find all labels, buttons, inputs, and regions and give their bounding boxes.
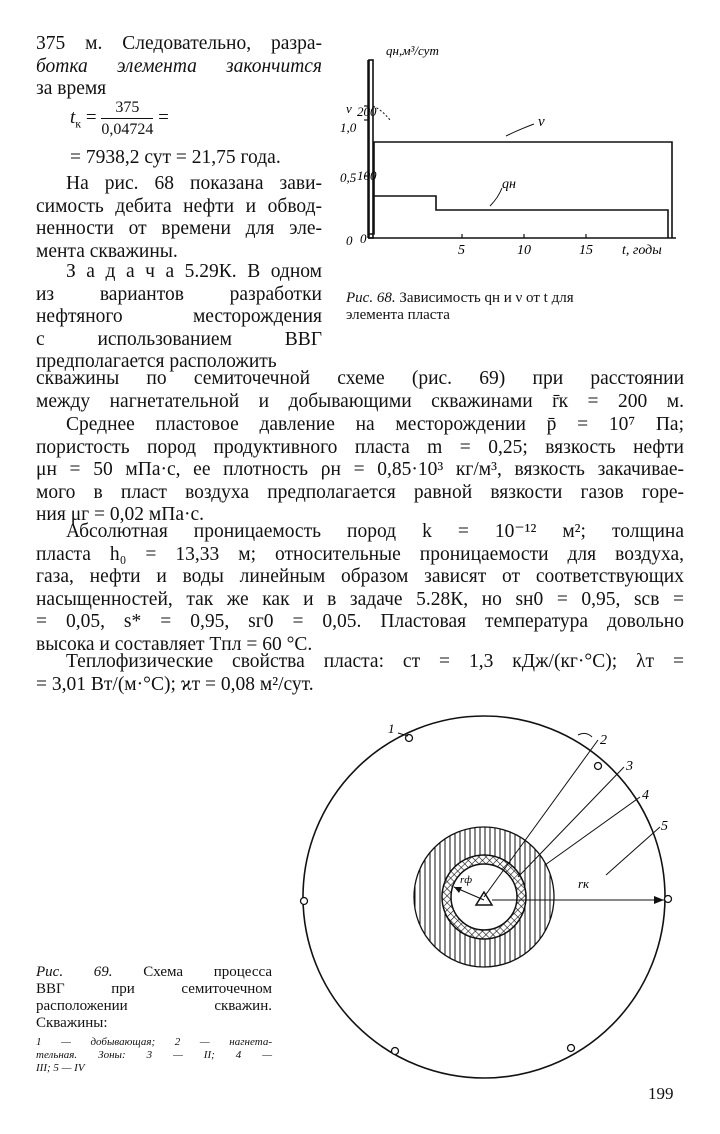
left-tick-label: 0,5 xyxy=(340,170,357,185)
production-well-icon xyxy=(595,763,602,770)
text-line: = 0,05, s* = 0,95, sг0 = 0,05. Пластовая температура довольно xyxy=(36,611,684,632)
legend-text: III; 5 — IV xyxy=(36,1062,85,1074)
r-k-label: rк xyxy=(578,876,590,891)
label-2: 2 xyxy=(600,733,607,748)
fig68-chart xyxy=(338,38,688,268)
nu-curve xyxy=(368,142,672,238)
text-line: газа, нефти и воды линейным образом зависят от соответствующих xyxy=(36,566,684,587)
text-line: пористость пород продуктивного пласта m = 0,25; вязкость нефти xyxy=(36,436,684,458)
text-line: между нагнетательной и добывающими скважинами r̄к = 200 м. xyxy=(36,390,684,412)
x-tick-label: 10 xyxy=(517,243,531,258)
caption-text: Зависимость qн и ν от t для xyxy=(399,290,574,306)
text-line: ния μг = 0,02 мПа·с. xyxy=(36,504,205,525)
text-line: ненности от времени для эле- xyxy=(36,218,322,239)
fig69-caption xyxy=(36,964,272,1075)
text-line: за время xyxy=(36,78,107,99)
right-tick-label: 0 xyxy=(360,231,367,246)
text-line: симость дебита нефти и обвод- xyxy=(36,195,322,217)
qn-initial-spike xyxy=(369,60,373,238)
text-line: = 3,01 Вт/(м·°С); ϰт = 0,08 м²/сут. xyxy=(36,673,314,695)
text-line: Среднее пластовое давление на месторождении p̄ = 10⁷ Па; xyxy=(66,414,684,435)
formula-equals: = xyxy=(158,106,169,128)
formula-result: = 7938,2 сут = 21,75 года. xyxy=(70,147,281,168)
text-line: предполагается расположить xyxy=(36,351,277,372)
r-phi-label: rф xyxy=(460,874,473,886)
left-tick-label: 0 xyxy=(346,233,353,248)
production-well-icon xyxy=(392,1048,399,1055)
formula-fraction xyxy=(101,98,153,139)
caption-text: ВВГ при семиточечном xyxy=(36,981,272,997)
right-tick-label: 200 xyxy=(357,104,377,119)
text-line: 375 м. Следовательно, разра- xyxy=(36,33,322,54)
formula-equals: = xyxy=(85,106,97,128)
caption-text: Схема процесса xyxy=(143,964,272,980)
text-line: нефтяного месторождения xyxy=(36,306,322,327)
text-line: пласта h₀ = 13,33 м; относительные проницаемости для воздуха, xyxy=(36,543,684,565)
text-line: мого в пласт воздуха предполагается равной вязкости газов горе- xyxy=(36,481,684,503)
caption-prefix: Рис. 69. xyxy=(36,964,113,980)
nu-axis-symbol: ν xyxy=(346,101,352,116)
formula-variable: t xyxy=(70,106,76,128)
x-axis-label: t, годы xyxy=(622,243,662,258)
text-line: На рис. 68 показана зави- xyxy=(66,173,322,194)
qn-curve xyxy=(373,196,668,238)
caption-text: расположении скважин. xyxy=(36,998,272,1014)
x-tick-label: 15 xyxy=(579,243,593,258)
caption-prefix: Рис. 68. xyxy=(346,290,396,306)
text-line: из вариантов разработки xyxy=(36,283,322,305)
production-well-icon xyxy=(568,1045,575,1052)
label-3: 3 xyxy=(626,759,633,774)
paragraph-pressure xyxy=(36,414,684,527)
fig69-diagram xyxy=(288,715,694,1080)
page-number: 199 xyxy=(648,1084,674,1103)
paragraph-fig68-ref xyxy=(36,173,322,263)
formula-subscript: к xyxy=(75,116,82,131)
right-tick-label: 100 xyxy=(357,168,377,183)
task-paragraph xyxy=(36,261,322,374)
fig68-caption xyxy=(346,290,680,324)
production-well-icon xyxy=(301,898,308,905)
label-5: 5 xyxy=(661,819,668,834)
y-axis-label: qн,м³/сут xyxy=(386,43,439,58)
text-line: ботка элемента закончится xyxy=(36,55,322,77)
text-line: скважины по семиточечной схеме (рис. 69) при расстоянии xyxy=(36,368,684,389)
text-line: высока и составляет Tпл = 60 °С. xyxy=(36,633,313,655)
qn-label: qн xyxy=(502,177,516,192)
paragraph-permeability xyxy=(36,521,684,656)
caption-text: Скважины: xyxy=(36,1015,108,1031)
left-column-text xyxy=(36,33,322,101)
text-line: З а д а ч а 5.29К. В одном xyxy=(66,261,322,282)
left-tick-label: 1,0 xyxy=(340,120,357,135)
label-4: 4 xyxy=(642,788,649,803)
text-line: насыщенностей, так же как и в задаче 5.28К, но sн0 = 0,95, sсв = xyxy=(36,588,684,610)
text-line: μн = 50 мПа·с, ее плотность ρн = 0,85·10³ кг/м³, вязкость закачивае- xyxy=(36,459,684,480)
text-line: Абсолютная проницаемость пород k = 10⁻¹² м²; толщина xyxy=(66,521,684,542)
formula-denominator: 0,04724 xyxy=(101,121,154,138)
caption-text: элемента пласта xyxy=(346,307,450,323)
formula-numerator: 375 xyxy=(101,98,153,119)
production-well-icon xyxy=(665,896,672,903)
task-continuation xyxy=(36,368,684,413)
formula-tk xyxy=(70,98,169,139)
legend-text: тельная. Зоны: 3 — II; 4 — xyxy=(36,1049,272,1061)
text-line: с использованием ВВГ xyxy=(36,328,322,350)
label-1: 1 xyxy=(388,721,395,736)
text-line: Теплофизические свойства пласта: cт = 1,3 кДж/(кг·°С); λт = xyxy=(66,651,684,672)
legend-text: 1 — добывающая; 2 — нагнета- xyxy=(36,1036,272,1048)
x-tick-label: 5 xyxy=(458,243,465,258)
paragraph-thermo xyxy=(36,651,684,696)
text-line: мента скважины. xyxy=(36,240,178,262)
nu-label: ν xyxy=(538,114,545,130)
